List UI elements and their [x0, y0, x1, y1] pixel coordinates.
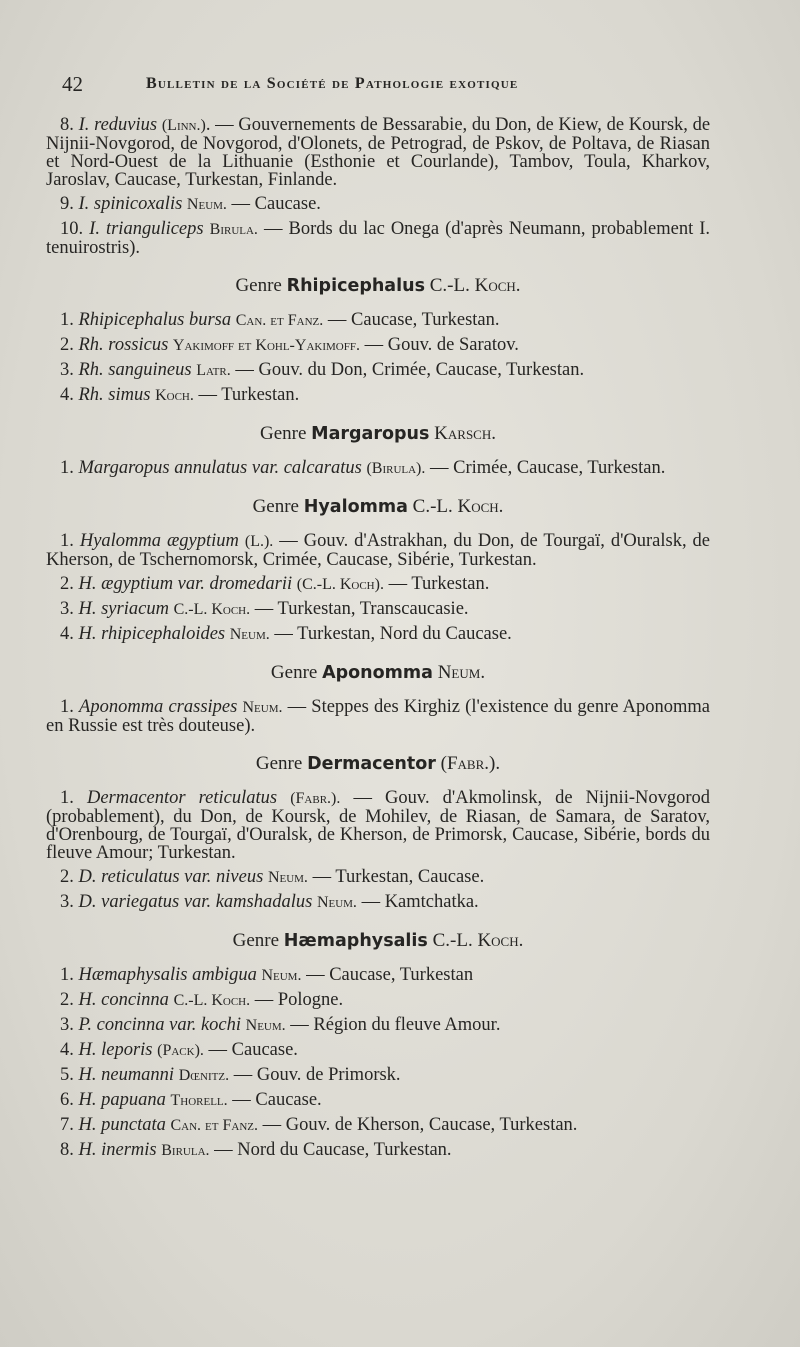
genus-heading — [46, 498, 710, 516]
entry-number: 8. — [60, 1140, 74, 1160]
species-author: Neum. — [242, 699, 283, 716]
entry-number: 2. — [60, 574, 74, 594]
species-entry — [46, 1091, 710, 1110]
genus-section — [46, 932, 710, 1160]
species-entry — [46, 789, 710, 862]
species-name: Rhipicephalus bursa — [78, 310, 232, 330]
genus-heading — [46, 664, 710, 682]
species-name: H. syriacum — [78, 599, 169, 619]
species-author: Neum. — [267, 869, 308, 886]
entry-separator: — — [209, 1140, 233, 1160]
species-name: H. rhipicephaloides — [78, 624, 226, 644]
species-name: Aponomma crassipes — [79, 697, 238, 717]
species-entry — [46, 625, 710, 644]
species-distribution: Caucase. — [231, 1040, 298, 1060]
species-entry — [46, 220, 710, 257]
genus-word: Genre — [232, 930, 280, 951]
species-distribution: Caucase. — [255, 1090, 322, 1110]
entry-separator: — — [258, 1115, 282, 1135]
species-name: H. papuana — [78, 1090, 166, 1110]
species-author: Dœnitz. — [178, 1067, 230, 1084]
page-body — [46, 116, 710, 1166]
species-entry — [46, 575, 710, 594]
species-distribution: Gouv. d'Astrakhan, du Don, de Tourgaï, d'Ouralsk, de Kherson, de Tschernomorsk, Crimée, Caucase, Sibérie, Turkestan. — [46, 531, 711, 570]
entry-number: 5. — [60, 1065, 74, 1085]
species-author: Birula. — [161, 1142, 210, 1159]
species-distribution: Pologne. — [277, 990, 344, 1010]
genus-name: Dermacentor — [307, 754, 436, 774]
species-author: Yakimoff et Kohl-Yakimoff. — [172, 337, 360, 354]
entry-number: 7. — [60, 1115, 74, 1135]
genus-heading — [46, 755, 710, 773]
species-author: (C.-L. Koch). — [296, 576, 384, 593]
genus-word: Genre — [252, 496, 299, 517]
genus-author: C.-L. Koch. — [412, 496, 504, 517]
entry-number: 4. — [60, 385, 74, 405]
species-distribution: Nord du Caucase, Turkestan. — [237, 1140, 452, 1160]
genus-section — [46, 425, 710, 478]
species-distribution: Turkestan. — [411, 574, 490, 594]
species-name: Rh. sanguineus — [78, 360, 192, 380]
species-distribution: Caucase, Turkestan — [329, 965, 474, 985]
species-entry — [46, 386, 710, 405]
genus-heading — [46, 425, 710, 443]
species-entry — [46, 600, 710, 619]
species-entry — [46, 361, 710, 380]
entry-number: 3. — [60, 599, 74, 619]
entry-separator: — — [250, 599, 274, 619]
entry-separator: — — [226, 194, 251, 214]
genus-section — [46, 498, 710, 644]
genus-word: Genre — [235, 275, 282, 296]
species-distribution: Steppes des Kirghiz (l'existence du genre Aponomma en Russie est très douteuse). — [46, 697, 710, 736]
journal-title: Bulletin de la Société de Pathologie exotique — [146, 75, 519, 92]
genus-name: Aponomma — [322, 663, 433, 683]
genus-author: C.-L. Koch. — [432, 930, 524, 951]
entry-number: 4. — [60, 1040, 74, 1060]
entry-separator: — — [285, 1015, 309, 1035]
species-author: (Fabr.). — [290, 790, 341, 807]
species-name: H. inermis — [78, 1140, 157, 1160]
entry-separator: — — [193, 385, 217, 405]
entry-separator: — — [383, 574, 408, 594]
species-entry — [46, 1141, 710, 1160]
entry-number: 8. — [60, 115, 74, 135]
species-distribution: Caucase. — [254, 194, 321, 214]
genus-name: Hæmaphysalis — [283, 931, 428, 951]
entry-separator: — — [257, 219, 283, 239]
species-author: Birula. — [209, 221, 258, 238]
species-name: H. punctata — [78, 1115, 166, 1135]
entry-separator: — — [282, 697, 307, 717]
species-author: Neum. — [186, 196, 227, 213]
genus-heading — [46, 932, 710, 950]
entry-separator: — — [273, 531, 298, 551]
species-name: Dermacentor reticulatus — [86, 788, 278, 808]
species-entry — [46, 195, 710, 214]
species-entry — [46, 532, 710, 569]
species-name: I. spinicoxalis — [78, 194, 183, 214]
entry-number: 10. — [60, 219, 84, 239]
genus-word: Genre — [255, 753, 303, 774]
genus-word: Genre — [260, 423, 307, 444]
genus-name: Margaropus — [311, 424, 430, 444]
species-entry — [46, 311, 710, 330]
species-entry — [46, 698, 710, 735]
species-entry — [46, 991, 710, 1010]
genus-author: Karsch. — [434, 423, 496, 444]
species-name: Rh. simus — [78, 385, 151, 405]
species-distribution: Turkestan, Nord du Caucase. — [297, 624, 512, 644]
entry-number: 9. — [60, 194, 74, 214]
species-author: Thorell. — [170, 1092, 228, 1109]
genus-section — [46, 755, 710, 912]
entry-number: 2. — [60, 335, 74, 355]
intro-list — [46, 116, 710, 257]
genus-section — [46, 664, 710, 735]
species-author: (Linn.) — [161, 117, 206, 134]
entry-number: 1. — [60, 310, 74, 330]
species-author: (Birula). — [366, 460, 426, 477]
entry-number: 2. — [60, 867, 74, 887]
entry-separator: — — [250, 990, 274, 1010]
entry-number: 1. — [60, 965, 74, 985]
species-name: I. reduvius — [78, 115, 158, 135]
genera-list — [46, 277, 710, 1160]
species-author: Can. et Fanz. — [235, 312, 324, 329]
entry-number: 1. — [60, 458, 74, 478]
entry-separator: — — [230, 360, 254, 380]
entry-separator: — — [425, 458, 449, 478]
species-entry — [46, 966, 710, 985]
entry-separator: — — [229, 1065, 253, 1085]
species-name: Margaropus annulatus var. calcaratus — [78, 458, 362, 478]
page-number: 42 — [62, 72, 83, 96]
entry-number: 3. — [60, 892, 74, 912]
species-distribution: Bords du lac Onega (d'après Neumann, probablement I. tenuirostris). — [46, 219, 711, 258]
species-author: Neum. — [261, 967, 302, 984]
species-author: (L.). — [244, 533, 274, 550]
species-name: Rh. rossicus — [78, 335, 169, 355]
species-distribution: Gouv. du Don, Crimée, Caucase, Turkestan. — [258, 360, 585, 380]
entry-separator: — — [227, 1090, 251, 1110]
entry-separator: — — [269, 624, 293, 644]
entry-number: 3. — [60, 1015, 74, 1035]
running-header — [62, 72, 622, 102]
species-entry — [46, 1116, 710, 1135]
species-entry — [46, 893, 710, 912]
species-distribution: Caucase, Turkestan. — [351, 310, 500, 330]
species-distribution: Gouv. d'Akmolinsk, de Nijnii-Novgorod (probablement), du Don, de Koursk, de Mohilev, de Riasan, de Samara, de Saratov, d'Orenbourg, de Tourgaï, d'Ouralsk, de Kherson, de Primorsk, Caucase, Sibérie, bords du fleuve Amour; Turkestan. — [46, 788, 711, 863]
species-name: D. variegatus var. kamshadalus — [78, 892, 313, 912]
species-name: H. concinna — [78, 990, 169, 1010]
species-name: I. trianguliceps — [89, 219, 204, 239]
genus-heading — [46, 277, 710, 295]
species-distribution: Région du fleuve Amour. — [313, 1015, 501, 1035]
genus-name: Rhipicephalus — [286, 276, 425, 296]
genus-author: C.-L. Koch. — [429, 275, 521, 296]
species-distribution: Turkestan, Transcaucasie. — [277, 599, 469, 619]
entry-number: 6. — [60, 1090, 74, 1110]
genus-author: Neum. — [437, 662, 486, 683]
entry-separator: — — [203, 1040, 228, 1060]
genus-word: Genre — [270, 662, 318, 683]
species-entry — [46, 1066, 710, 1085]
species-author: (Pack). — [157, 1042, 204, 1059]
species-entry — [46, 459, 710, 478]
species-distribution: Turkestan, Caucase. — [335, 867, 485, 887]
species-entry — [46, 336, 710, 355]
species-entry — [46, 116, 710, 189]
entry-number: 3. — [60, 360, 74, 380]
species-distribution: Gouv. de Kherson, Caucase, Turkestan. — [285, 1115, 578, 1135]
species-distribution: Gouv. de Primorsk. — [256, 1065, 401, 1085]
entry-separator: — — [323, 310, 347, 330]
entry-number: 1. — [60, 788, 74, 808]
species-author: Neum. — [316, 894, 357, 911]
species-author: Neum. — [229, 626, 270, 643]
species-author: C.-L. Koch. — [173, 601, 251, 618]
entry-number: 1. — [60, 531, 74, 551]
species-distribution: Gouv. de Saratov. — [387, 335, 519, 355]
entry-number: 1. — [60, 697, 74, 717]
entry-separator: — — [340, 788, 372, 808]
entry-separator: — — [356, 892, 381, 912]
entry-separator: — — [359, 335, 384, 355]
species-name: Hæmaphysalis ambigua — [78, 965, 257, 985]
species-author: Neum. — [245, 1017, 286, 1034]
species-entry — [46, 868, 710, 887]
species-author: Koch. — [155, 387, 194, 404]
entry-separator: — — [307, 867, 332, 887]
species-name: H. ægyptium var. dromedarii — [78, 574, 293, 594]
genus-author: (Fabr.). — [440, 753, 501, 774]
species-distribution: Crimée, Caucase, Turkestan. — [453, 458, 666, 478]
species-author: Latr. — [196, 362, 231, 379]
genus-name: Hyalomma — [303, 497, 408, 517]
entry-separator: — — [301, 965, 325, 985]
species-name: P. concinna var. kochi — [78, 1015, 242, 1035]
species-entry — [46, 1041, 710, 1060]
species-name: H. leporis — [78, 1040, 153, 1060]
species-name: H. neumanni — [78, 1065, 175, 1085]
species-distribution: Gouvernements de Bessarabie, du Don, de Kiew, de Koursk, de Nijnii-Novgorod, de Novgorod, d'Olonets, de Petrograd, de Pskov, de Poltava, de Riasan et Nord-Ouest de la Lithuanie (Esthonie et Courlande), Tambov, Toula, Kharkov, Jaroslav, Caucase, Turkestan, Finlande. — [46, 115, 711, 190]
species-name: Hyalomma ægyptium — [79, 531, 239, 551]
species-entry — [46, 1016, 710, 1035]
entry-number: 2. — [60, 990, 74, 1010]
species-distribution: Kamtchatka. — [384, 892, 479, 912]
entry-number: 4. — [60, 624, 74, 644]
species-author: C.-L. Koch. — [173, 992, 251, 1009]
species-author: Can. et Fanz. — [170, 1117, 258, 1134]
genus-section — [46, 277, 710, 405]
species-name: D. reticulatus var. niveus — [78, 867, 264, 887]
species-distribution: Turkestan. — [221, 385, 300, 405]
entry-separator: . — — [205, 115, 234, 135]
